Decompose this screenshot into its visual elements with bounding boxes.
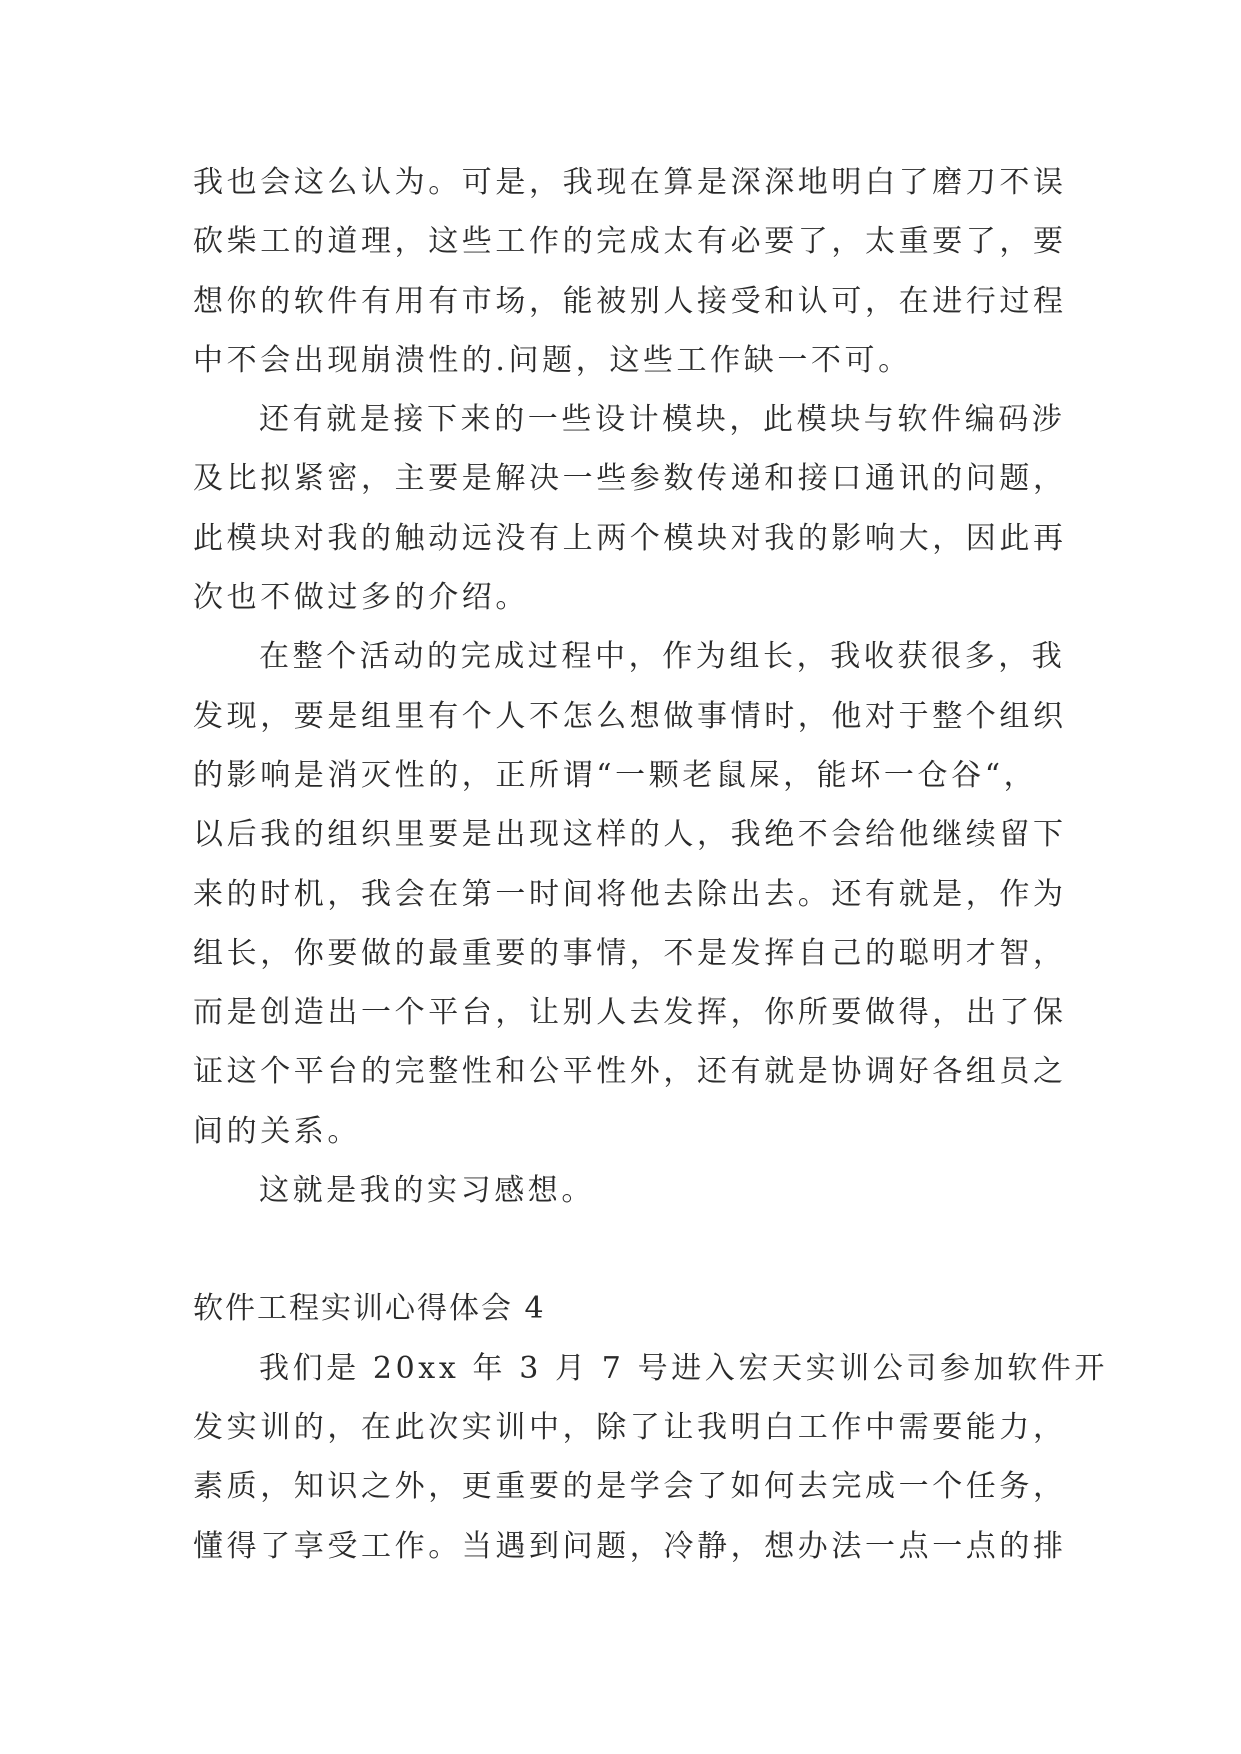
text-line: 发现，要是组里有个人不怎么想做事情时，他对于整个组织: [193, 698, 1067, 734]
paragraph-4: [193, 1161, 1059, 1220]
text-line: 来的时机，我会在第一时间将他去除出去。还有就是，作为: [193, 876, 1067, 912]
section-heading: 软件工程实训心得体会 4: [193, 1291, 546, 1327]
text-line: 以后我的组织里要是出现这样的人，我绝不会给他继续留下: [193, 817, 1067, 853]
paragraph-1: [193, 153, 1067, 390]
text-line: 发实训的，在此次实训中，除了让我明白工作中需要能力，: [193, 1409, 1067, 1445]
text-line: 素质，知识之外，更重要的是学会了如何去完成一个任务，: [193, 1469, 1067, 1505]
text-line: 砍柴工的道理，这些工作的完成太有必要了，太重要了，要: [193, 224, 1067, 260]
text-line: 及比拟紧密，主要是解决一些参数传递和接口通讯的问题，: [193, 461, 1067, 497]
text-line: 间的关系。: [193, 1113, 361, 1149]
text-line: 中不会出现崩溃性的.问题，这些工作缺一不可。: [193, 342, 912, 378]
paragraph-2: [193, 390, 1067, 627]
text-line: 懂得了享受工作。当遇到问题，冷静，想办法一点一点的排: [193, 1528, 1067, 1564]
document-body: [193, 153, 1109, 1576]
paragraph-3: [193, 627, 1067, 1161]
text-line: 证这个平台的完整性和公平性外，还有就是协调好各组员之: [193, 1054, 1067, 1090]
text-line: 我也会这么认为。可是，我现在算是深深地明白了磨刀不误: [193, 165, 1067, 200]
text-line: 这就是我的实习感想。: [259, 1173, 595, 1209]
paragraph-5: [193, 1339, 1109, 1576]
text-line: 此模块对我的触动远没有上两个模块对我的影响大，因此再: [193, 520, 1067, 556]
text-line: 在整个活动的完成过程中，作为组长，我收获很多，我: [259, 639, 1066, 675]
text-line: 还有就是接下来的一些设计模块，此模块与软件编码涉: [259, 402, 1066, 438]
text-line: 我们是 20xx 年 3 月 7 号进入宏天实训公司参加软件开: [259, 1350, 1109, 1386]
text-line: 而是创造出一个平台，让别人去发挥，你所要做得，出了保: [193, 995, 1067, 1031]
text-line: 组长，你要做的最重要的事情，不是发挥自己的聪明才智，: [193, 935, 1067, 971]
text-line: 想你的软件有用有市场，能被别人接受和认可，在进行过程: [193, 283, 1067, 319]
text-line: 的影响是消灭性的，正所谓“一颗老鼠屎，能坏一仓谷“，: [193, 757, 1038, 793]
text-line: 次也不做过多的介绍。: [193, 580, 529, 616]
